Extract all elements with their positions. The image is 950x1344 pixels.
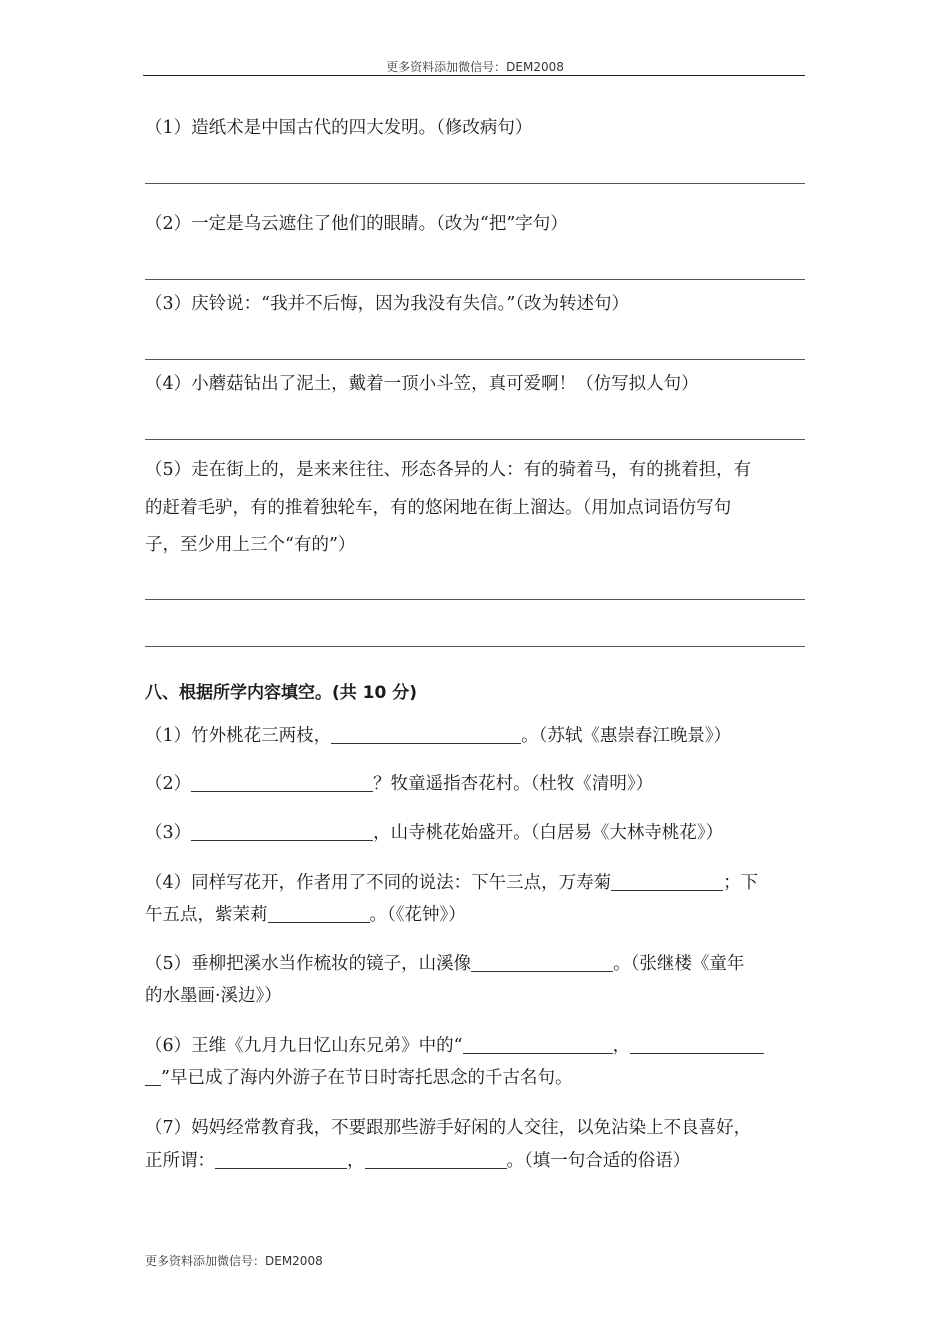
fill-blank-7a[interactable] — [215, 1150, 347, 1169]
fill-blank-7b[interactable] — [365, 1150, 507, 1169]
fill-blank-4b[interactable] — [268, 904, 370, 923]
q8-1 — [145, 718, 805, 754]
q8-5-pre: （5）垂柳把溪水当作梳妆的镜子，山溪像 — [145, 954, 472, 974]
fill-blank-4a[interactable] — [611, 872, 723, 891]
q8-7-pre: 正所谓： — [145, 1151, 215, 1171]
q7-4-text: （4）小蘑菇钻出了泥土，戴着一顶小斗笠，真可爱啊！（仿写拟人句） — [145, 374, 699, 394]
q7-5-line1: （5）走在街上的，是来来往往、形态各异的人：有的骑着马，有的挑着担，有 — [145, 460, 752, 480]
q8-6-pre: （6）王维《九月九日忆山东兄弟》中的“ — [145, 1036, 463, 1056]
q8-4-line1 — [145, 865, 805, 901]
fill-blank-6b-cont[interactable] — [145, 1067, 161, 1086]
fill-blank-6b[interactable] — [630, 1035, 764, 1054]
q8-2-pre: （2） — [145, 774, 192, 794]
q8-6-line2-post: ”早已成了海内外游子在节日时寄托思念的千古名句。 — [161, 1068, 573, 1088]
q8-4-line2-pre: 午五点，紫茉莉 — [145, 905, 268, 925]
q8-5-line1 — [145, 946, 805, 982]
page-footer: 更多资料添加微信号：DEM2008 — [145, 1254, 323, 1268]
q7-1-text: （1）造纸术是中国古代的四大发明。（修改病句） — [145, 118, 533, 138]
section-title: 八、根据所学内容填空。(共 10 分) — [145, 683, 418, 703]
q8-6-line1 — [145, 1028, 805, 1064]
answer-line-3[interactable] — [145, 359, 805, 360]
q8-6-line2 — [145, 1060, 805, 1096]
q8-6-mid: ， — [612, 1036, 631, 1056]
fill-blank-2[interactable] — [191, 773, 373, 792]
q8-7-mid: ， — [347, 1151, 365, 1171]
page-header: 更多资料添加微信号：DEM2008 — [386, 60, 564, 74]
q8-3-post: ，山寺桃花始盛开。（白居易《大林寺桃花》） — [373, 823, 724, 843]
fill-blank-1[interactable] — [331, 725, 521, 744]
q7-5-line2: 的赶着毛驴，有的推着独轮车，有的悠闲地在街上溜达。（用加点词语仿写句 — [145, 498, 732, 518]
answer-line-2[interactable] — [145, 279, 805, 280]
q8-4-mid: ；下 — [723, 873, 759, 893]
q8-5-post: 。（张继楼《童年 — [613, 954, 745, 974]
fill-blank-3[interactable] — [191, 822, 373, 841]
fill-blank-6a[interactable] — [463, 1035, 613, 1054]
q8-5-line2: 的水墨画·溪边》） — [145, 986, 282, 1006]
q8-3-pre: （3） — [145, 823, 192, 843]
answer-line-1[interactable] — [145, 183, 805, 184]
answer-line-5a[interactable] — [145, 599, 805, 600]
q8-2 — [145, 766, 805, 802]
q8-2-post: ？牧童遥指杏花村。（杜牧《清明》） — [373, 774, 654, 794]
q8-3 — [145, 815, 805, 851]
q8-1-pre: （1）竹外桃花三两枝， — [145, 726, 332, 746]
q8-7-line1: （7）妈妈经常教育我，不要跟那些游手好闲的人交往，以免沾染上不良喜好， — [145, 1118, 752, 1138]
q8-7-line2 — [145, 1143, 805, 1179]
q7-2-text: （2）一定是乌云遮住了他们的眼睛。（改为“把”字句） — [145, 214, 568, 234]
answer-line-5b[interactable] — [145, 646, 805, 647]
q8-7-post: 。（填一句合适的俗语） — [506, 1151, 691, 1171]
answer-line-4[interactable] — [145, 439, 805, 440]
q8-4-line2 — [145, 897, 805, 933]
header-rule — [143, 75, 805, 76]
q8-4-pre: （4）同样写花开，作者用了不同的说法：下午三点，万寿菊 — [145, 873, 612, 893]
q8-1-post: 。（苏轼《惠崇春江晚景》） — [521, 726, 732, 746]
q7-5-line3: 子，至少用上三个“有的”） — [145, 535, 356, 555]
fill-blank-5[interactable] — [471, 953, 613, 972]
q7-3-text: （3）庆铃说：“我并不后悔，因为我没有失信。”（改为转述句） — [145, 294, 630, 314]
q8-4-line2-post: 。（《花钟》） — [369, 905, 466, 925]
